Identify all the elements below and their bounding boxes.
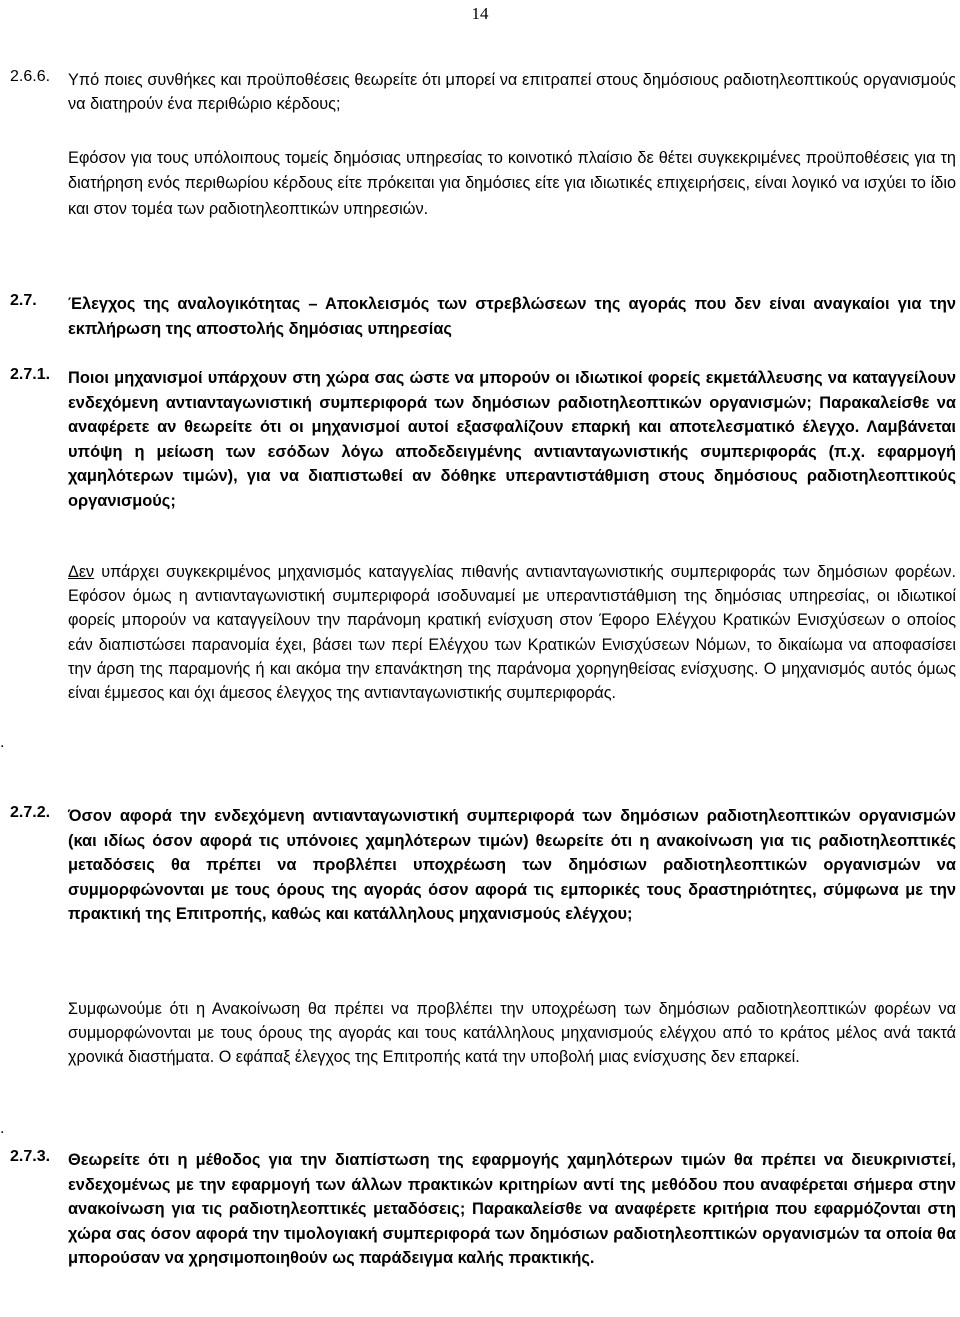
answer-paragraph [68,560,956,705]
question-text: Θεωρείτε ότι η μέθοδος για την διαπίστωση της εφαρμογής χαμηλότερων τιμών θα πρέπει να διευκρινιστεί, ενδεχομένως με την εφαρμογή των άλλων πρακτικών κριτηρίων αντί της μεθόδου που αναφέρεται σήμερα στην ανακοίνωση για τις ραδιοτηλεοπτικές μεταδόσεις; Παρακαλείσθε να αναφέρετε κριτήρια που εφαρμόζονται στη χώρα σας όσον αφορά την τιμολογιακή συμπεριφορά των δημόσιων ραδιοτηλεοπτικών οργανισμών τα οποία θα μπορούσαν να χρησιμοποιηθούν ως παράδειγμα καλής πρακτικής. [68,1151,956,1268]
section-number: 2.7.1. [10,366,51,383]
question-text: Όσον αφορά την ενδεχόμενη αντιανταγωνιστική συμπεριφορά των δημόσιων ραδιοτηλεοπτικών οργανισμών (και ιδίως όσον αφορά τις υπόνοιες χαμηλότερων τιμών) θεωρείτε ότι η ανακοίνωση για τις ραδιοτηλεοπτικές μεταδόσεις θα πρέπει να προβλέπει υποχρέωση των δημόσιων ραδιοτηλεοπτικών οργανισμών να συμμορφώνονται με τους όρους της αγοράς όσον αφορά τις εμπορικές τους δραστηριότητες, σύμφωνα με την πρακτική της Επιτροπής, καθώς και κατάλληλους μηχανισμούς ελέγχου; [68,807,956,924]
answer-text: Εφόσον για τους υπόλοιπους τομείς δημόσιας υπηρεσίας το κοινοτικό πλαίσιο δε θέτει συγκεκριμένες προϋποθέσεις για τη διατήρηση ενός περιθωρίου κέρδους είτε πρόκειται για δημόσιες είτε για ιδιωτικές επιχειρήσεις, είναι λογικό να ισχύει το ίδιο και στον τομέα των ραδιοτηλεοπτικών υπηρεσιών. [68,149,956,218]
answer-2-7-2 [10,997,956,1070]
answer-text: υπάρχει συγκεκριμένος μηχανισμός καταγγελίας πιθανής αντιανταγωνιστικής συμπεριφοράς των δημόσιων φορέων. Εφόσον όμως η αντιανταγωνιστική συμπεριφορά ισοδυναμεί με υπεραντιστάθμιση της δημόσιας υπηρεσίας, οι ιδιωτικοί φορείς μπορούν να καταγγείλουν την παράνομη κρατική ενίσχυση στον Έφορο Ελέγχου Κρατικών Ενισχύσεων ο οποίος εάν διαπιστώσει παρανομία έχει, βάσει των περί Ελέγχου των Κρατικών Ενισχύσεων Νόμων, το δικαίωμα να αποφασίσει την άρση της παραμονής ή και ακόμα την επανάκτηση της παράνομα χορηγηθείσας ενίσχυσης. Ο μηχανισμός αυτός όμως είναι έμμεσος και όχι άμεσος έλεγχος της αντιανταγωνιστικής συμπεριφοράς. [68,563,956,703]
section-number: 2.7. [10,292,37,309]
section-2-7-3 [10,1148,956,1271]
section-2-7-1 [10,366,956,514]
section-2-6-6 [10,68,956,116]
page-number: 14 [471,4,489,23]
section-heading: Έλεγχος της αναλογικότητας – Αποκλεισμός των στρεβλώσεων της αγοράς που δεν είναι αναγκαίοι για την εκπλήρωση της αποστολής δημόσιας υπηρεσίας [68,295,956,338]
margin-mark: . [0,734,5,751]
question-text: Υπό ποιες συνθήκες και προϋποθέσεις θεωρείτε ότι μπορεί να επιτραπεί στους δημόσιους ραδιοτηλεοπτικούς οργανισμούς να διατηρούν ένα περιθώριο κέρδους; [68,71,956,113]
answer-2-6-6 [10,146,956,222]
margin-mark: . [0,1120,5,1137]
answer-first-word: Δεν [68,563,95,581]
question-text: Ποιοι μηχανισμοί υπάρχουν στη χώρα σας ώστε να μπορούν οι ιδιωτικοί φορείς εκμετάλλευσης να καταγγείλουν ενδεχόμενη αντιανταγωνιστική συμπεριφορά των δημόσιων ραδιοτηλεοπτικών οργανισμών; Παρακαλείσθε να αναφέρετε αν θεωρείτε ότι οι μηχανισμοί αυτοί εξασφαλίζουν επαρκή και αποτελεσματικό έλεγχο. Λαμβάνεται υπόψη η μείωση των εσόδων λόγω αποδεδειγμένης αντιανταγωνιστικής συμπεριφοράς (π.χ. εφαρμογή χαμηλότερων τιμών), για να διαπιστωθεί αν δόθηκε υπεραντιστάθμιση στους δημόσιους ραδιοτηλεοπτικούς οργανισμούς; [68,369,956,510]
section-2-7-2 [10,804,956,927]
section-number: 2.7.2. [10,804,51,821]
answer-text: Συμφωνούμε ότι η Ανακοίνωση θα πρέπει να προβλέπει την υποχρέωση των δημόσιων ραδιοτηλεοπτικών φορέων να συμμορφώνονται με τους όρους της αγοράς και τους κατάλληλους μηχανισμούς ελέγχου από το κράτος μέλος ανά τακτά χρονικά διαστήματα. Ο εφάπαξ έλεγχος της Επιτροπής κατά την υποβολή μιας ενίσχυσης δεν επαρκεί. [68,1000,956,1067]
section-number: 2.7.3. [10,1148,51,1165]
answer-2-7-1 [10,560,956,705]
section-number: 2.6.6. [10,68,51,85]
section-2-7 [10,292,956,342]
